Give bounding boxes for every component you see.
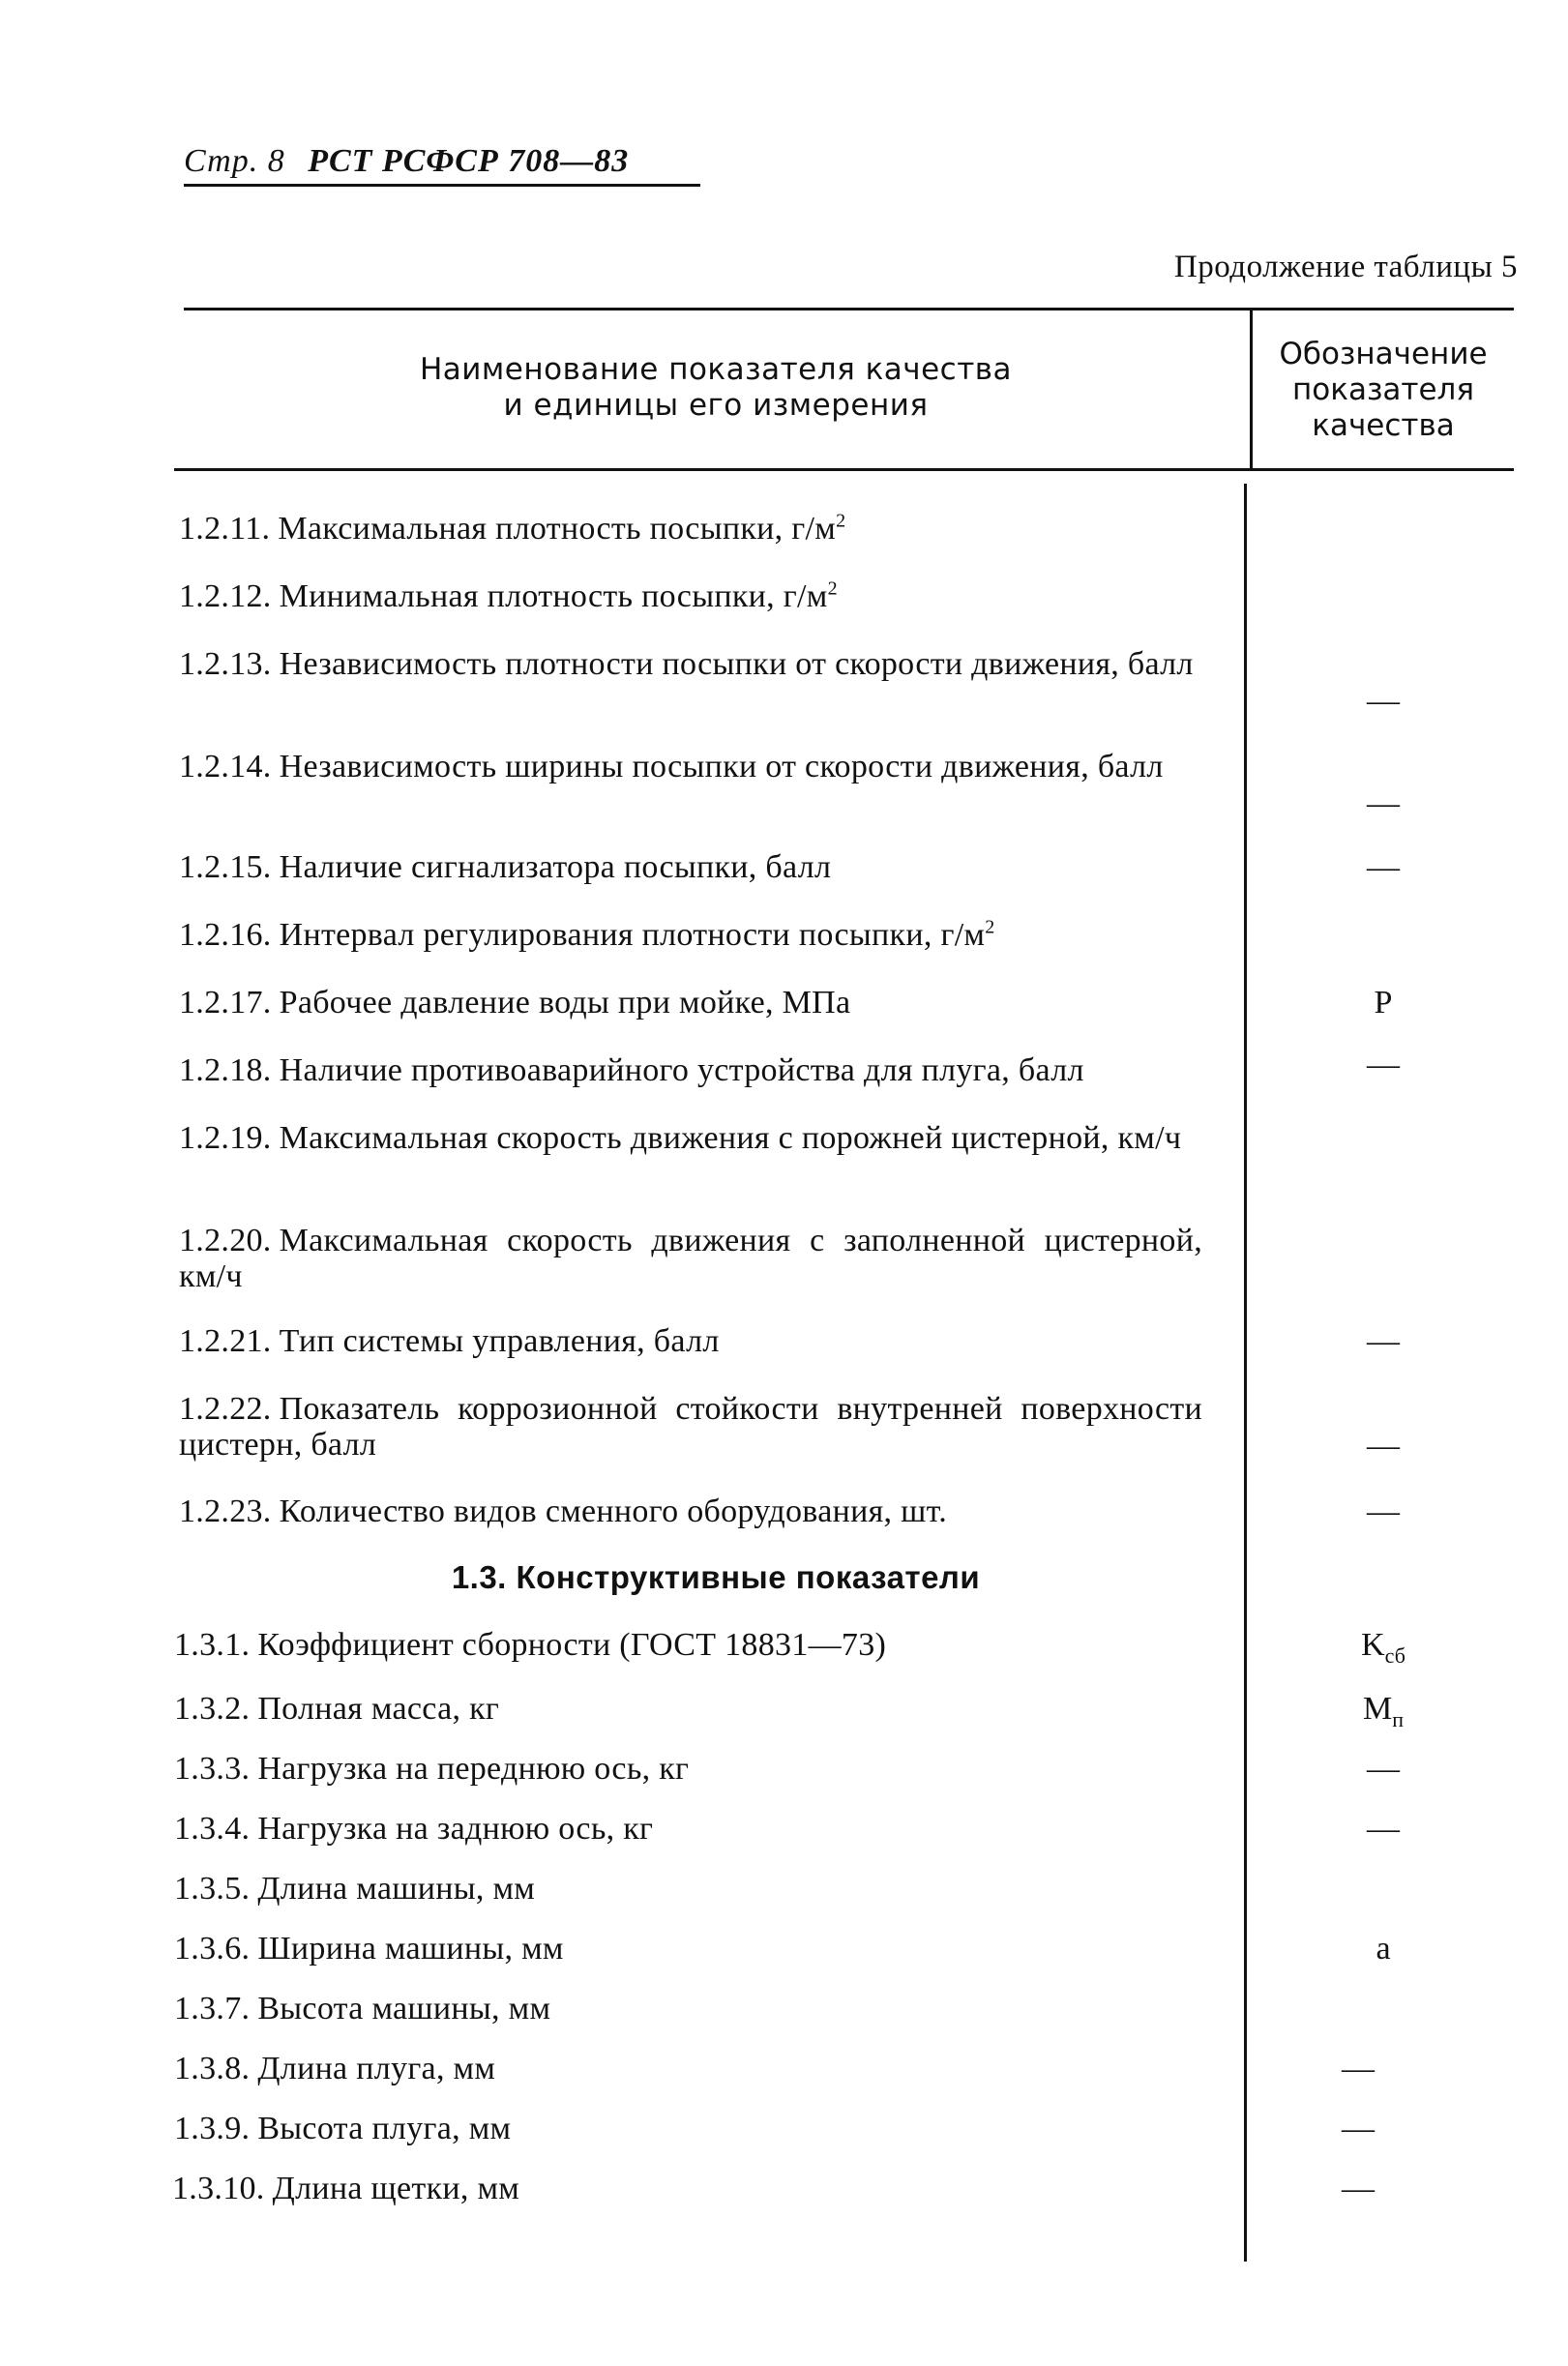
column-divider-body <box>1244 484 1247 2262</box>
standard-designation: РСТ РСФСР 708—83 <box>308 143 630 179</box>
row-number: 1.2.21. <box>179 1323 272 1359</box>
row-name <box>174 1751 1198 1787</box>
table-continuation-label: Продолжение таблицы 5 <box>1173 250 1518 284</box>
row-name <box>174 1931 1198 1967</box>
row-number: 1.2.13. <box>179 646 272 682</box>
page-header <box>184 143 629 180</box>
row-text: Количество видов сменного оборудования, шт. <box>279 1494 948 1529</box>
row-code-sub: сб <box>1384 1642 1405 1668</box>
row-code <box>1254 1627 1513 1668</box>
row-text: Максимальная скорость движения с заполненной цистерной, км/ч <box>179 1223 1202 1294</box>
row-number: 1.2.23. <box>179 1494 272 1529</box>
row-text: Максимальная скорость движения с порожней цистерной, км/ч <box>279 1120 1182 1156</box>
row-name <box>174 1691 1198 1727</box>
row-number: 1.2.18. <box>179 1052 272 1088</box>
column-divider-header <box>1250 308 1253 468</box>
row-number: 1.3.10. <box>172 2171 265 2206</box>
row-number: 1.2.15. <box>179 849 272 885</box>
row-name <box>179 1120 1202 1156</box>
header-underline <box>184 184 700 187</box>
section-title: 1.3. Конструктивные показатели <box>451 1559 981 1595</box>
row-name <box>174 2111 1198 2146</box>
row-text: Ширина машины, мм <box>257 1931 564 1967</box>
row-number: 1.3.7. <box>174 1991 251 2026</box>
row-code: a <box>1376 1931 1391 1967</box>
column-header-code-line3: качества <box>1312 408 1455 443</box>
row-number: 1.2.11. <box>179 511 271 547</box>
row-number: 1.3.1. <box>174 1627 251 1663</box>
row-code: P <box>1374 985 1393 1020</box>
row-code: — <box>1367 1428 1400 1464</box>
row-name <box>179 646 1202 682</box>
row-name <box>179 1323 1202 1359</box>
row-number: 1.3.8. <box>174 2051 251 2086</box>
row-name <box>174 1871 1198 1907</box>
row-superscript: 2 <box>985 916 995 938</box>
row-text: Наличие противоаварийного устройства для плуга, балл <box>279 1052 1084 1088</box>
row-code <box>1254 1691 1513 1731</box>
row-code: — <box>1367 1751 1400 1787</box>
column-header-name <box>184 352 1248 424</box>
row-number: 1.2.22. <box>179 1391 272 1427</box>
row-text: Независимость плотности посыпки от скорости движения, балл <box>279 646 1194 682</box>
row-text: Нагрузка на заднюю ось, кг <box>257 1811 654 1847</box>
row-name <box>179 749 1202 784</box>
row-name <box>179 1391 1202 1463</box>
row-text: Длина плуга, мм <box>257 2051 496 2086</box>
row-number: 1.3.2. <box>174 1691 251 1727</box>
row-text: Нагрузка на переднюю ось, кг <box>257 1751 690 1787</box>
row-name <box>179 578 1202 614</box>
row-text: Высота плуга, мм <box>257 2111 512 2146</box>
row-name <box>179 1052 1202 1088</box>
row-name <box>174 1627 1198 1663</box>
row-code: — <box>1367 849 1400 885</box>
row-code: — <box>1342 2171 1375 2206</box>
row-text: Максимальная плотность посыпки, г/м <box>278 511 837 547</box>
row-name <box>179 1494 1202 1529</box>
row-superscript: 2 <box>827 577 838 600</box>
row-code: — <box>1367 1047 1400 1082</box>
row-code: — <box>1342 2051 1375 2086</box>
column-header-code-line2: показателя <box>1291 372 1475 407</box>
table-header-rule <box>174 468 1514 471</box>
row-code: — <box>1367 1811 1400 1847</box>
row-text: Наличие сигнализатора посыпки, балл <box>279 849 832 885</box>
row-text: Длина щетки, мм <box>272 2171 520 2206</box>
row-number: 1.2.12. <box>179 578 272 614</box>
row-text: Интервал регулирования плотности посыпки, г/м <box>279 917 986 953</box>
column-header-name-line1: Наименование показателя качества <box>419 352 1013 387</box>
column-header-name-line2: и единицы его измерения <box>503 388 929 423</box>
row-name <box>179 985 1202 1020</box>
column-header-code <box>1254 337 1513 444</box>
column-header-code-line1: Обозначение <box>1279 337 1488 371</box>
row-code: — <box>1367 683 1400 719</box>
row-text: Высота машины, мм <box>257 1991 551 2026</box>
row-text: Независимость ширины посыпки от скорости движения, балл <box>279 749 1164 784</box>
row-code: — <box>1367 1494 1400 1529</box>
row-number: 1.3.3. <box>174 1751 251 1787</box>
row-name <box>174 1811 1198 1847</box>
row-text: Тип системы управления, балл <box>279 1323 720 1359</box>
row-superscript: 2 <box>836 510 846 532</box>
row-number: 1.2.20. <box>179 1223 272 1258</box>
row-number: 1.3.9. <box>174 2111 251 2146</box>
row-text: Коэффициент сборности (ГОСТ 18831—73) <box>257 1627 887 1663</box>
row-name <box>179 917 1202 953</box>
table-top-rule <box>184 308 1514 311</box>
row-text: Рабочее давление воды при мойке, МПа <box>279 985 851 1020</box>
row-code-main: K <box>1361 1627 1385 1663</box>
row-code: — <box>1342 2111 1375 2146</box>
row-number: 1.2.19. <box>179 1120 272 1156</box>
row-number: 1.2.16. <box>179 917 272 953</box>
page-label: Стр. 8 <box>184 143 285 179</box>
row-number: 1.3.4. <box>174 1811 251 1847</box>
row-text: Минимальная плотность посыпки, г/м <box>279 578 828 614</box>
row-text: Полная масса, кг <box>257 1691 500 1727</box>
row-number: 1.3.6. <box>174 1931 251 1967</box>
row-name <box>179 511 1202 547</box>
row-code: — <box>1367 785 1400 821</box>
row-name <box>172 2171 1196 2206</box>
row-text: Показатель коррозионной стойкости внутренней поверхности цистерн, балл <box>179 1391 1202 1463</box>
row-name <box>174 1991 1198 2026</box>
row-number: 1.3.5. <box>174 1871 251 1907</box>
row-name <box>174 2051 1198 2086</box>
row-name <box>179 1223 1202 1294</box>
row-text: Длина машины, мм <box>257 1871 536 1907</box>
row-code: — <box>1367 1323 1400 1359</box>
row-name <box>179 849 1202 885</box>
row-number: 1.2.14. <box>179 749 272 784</box>
row-code-main: M <box>1362 1691 1393 1727</box>
row-code-sub: п <box>1392 1706 1404 1731</box>
row-number: 1.2.17. <box>179 985 272 1020</box>
